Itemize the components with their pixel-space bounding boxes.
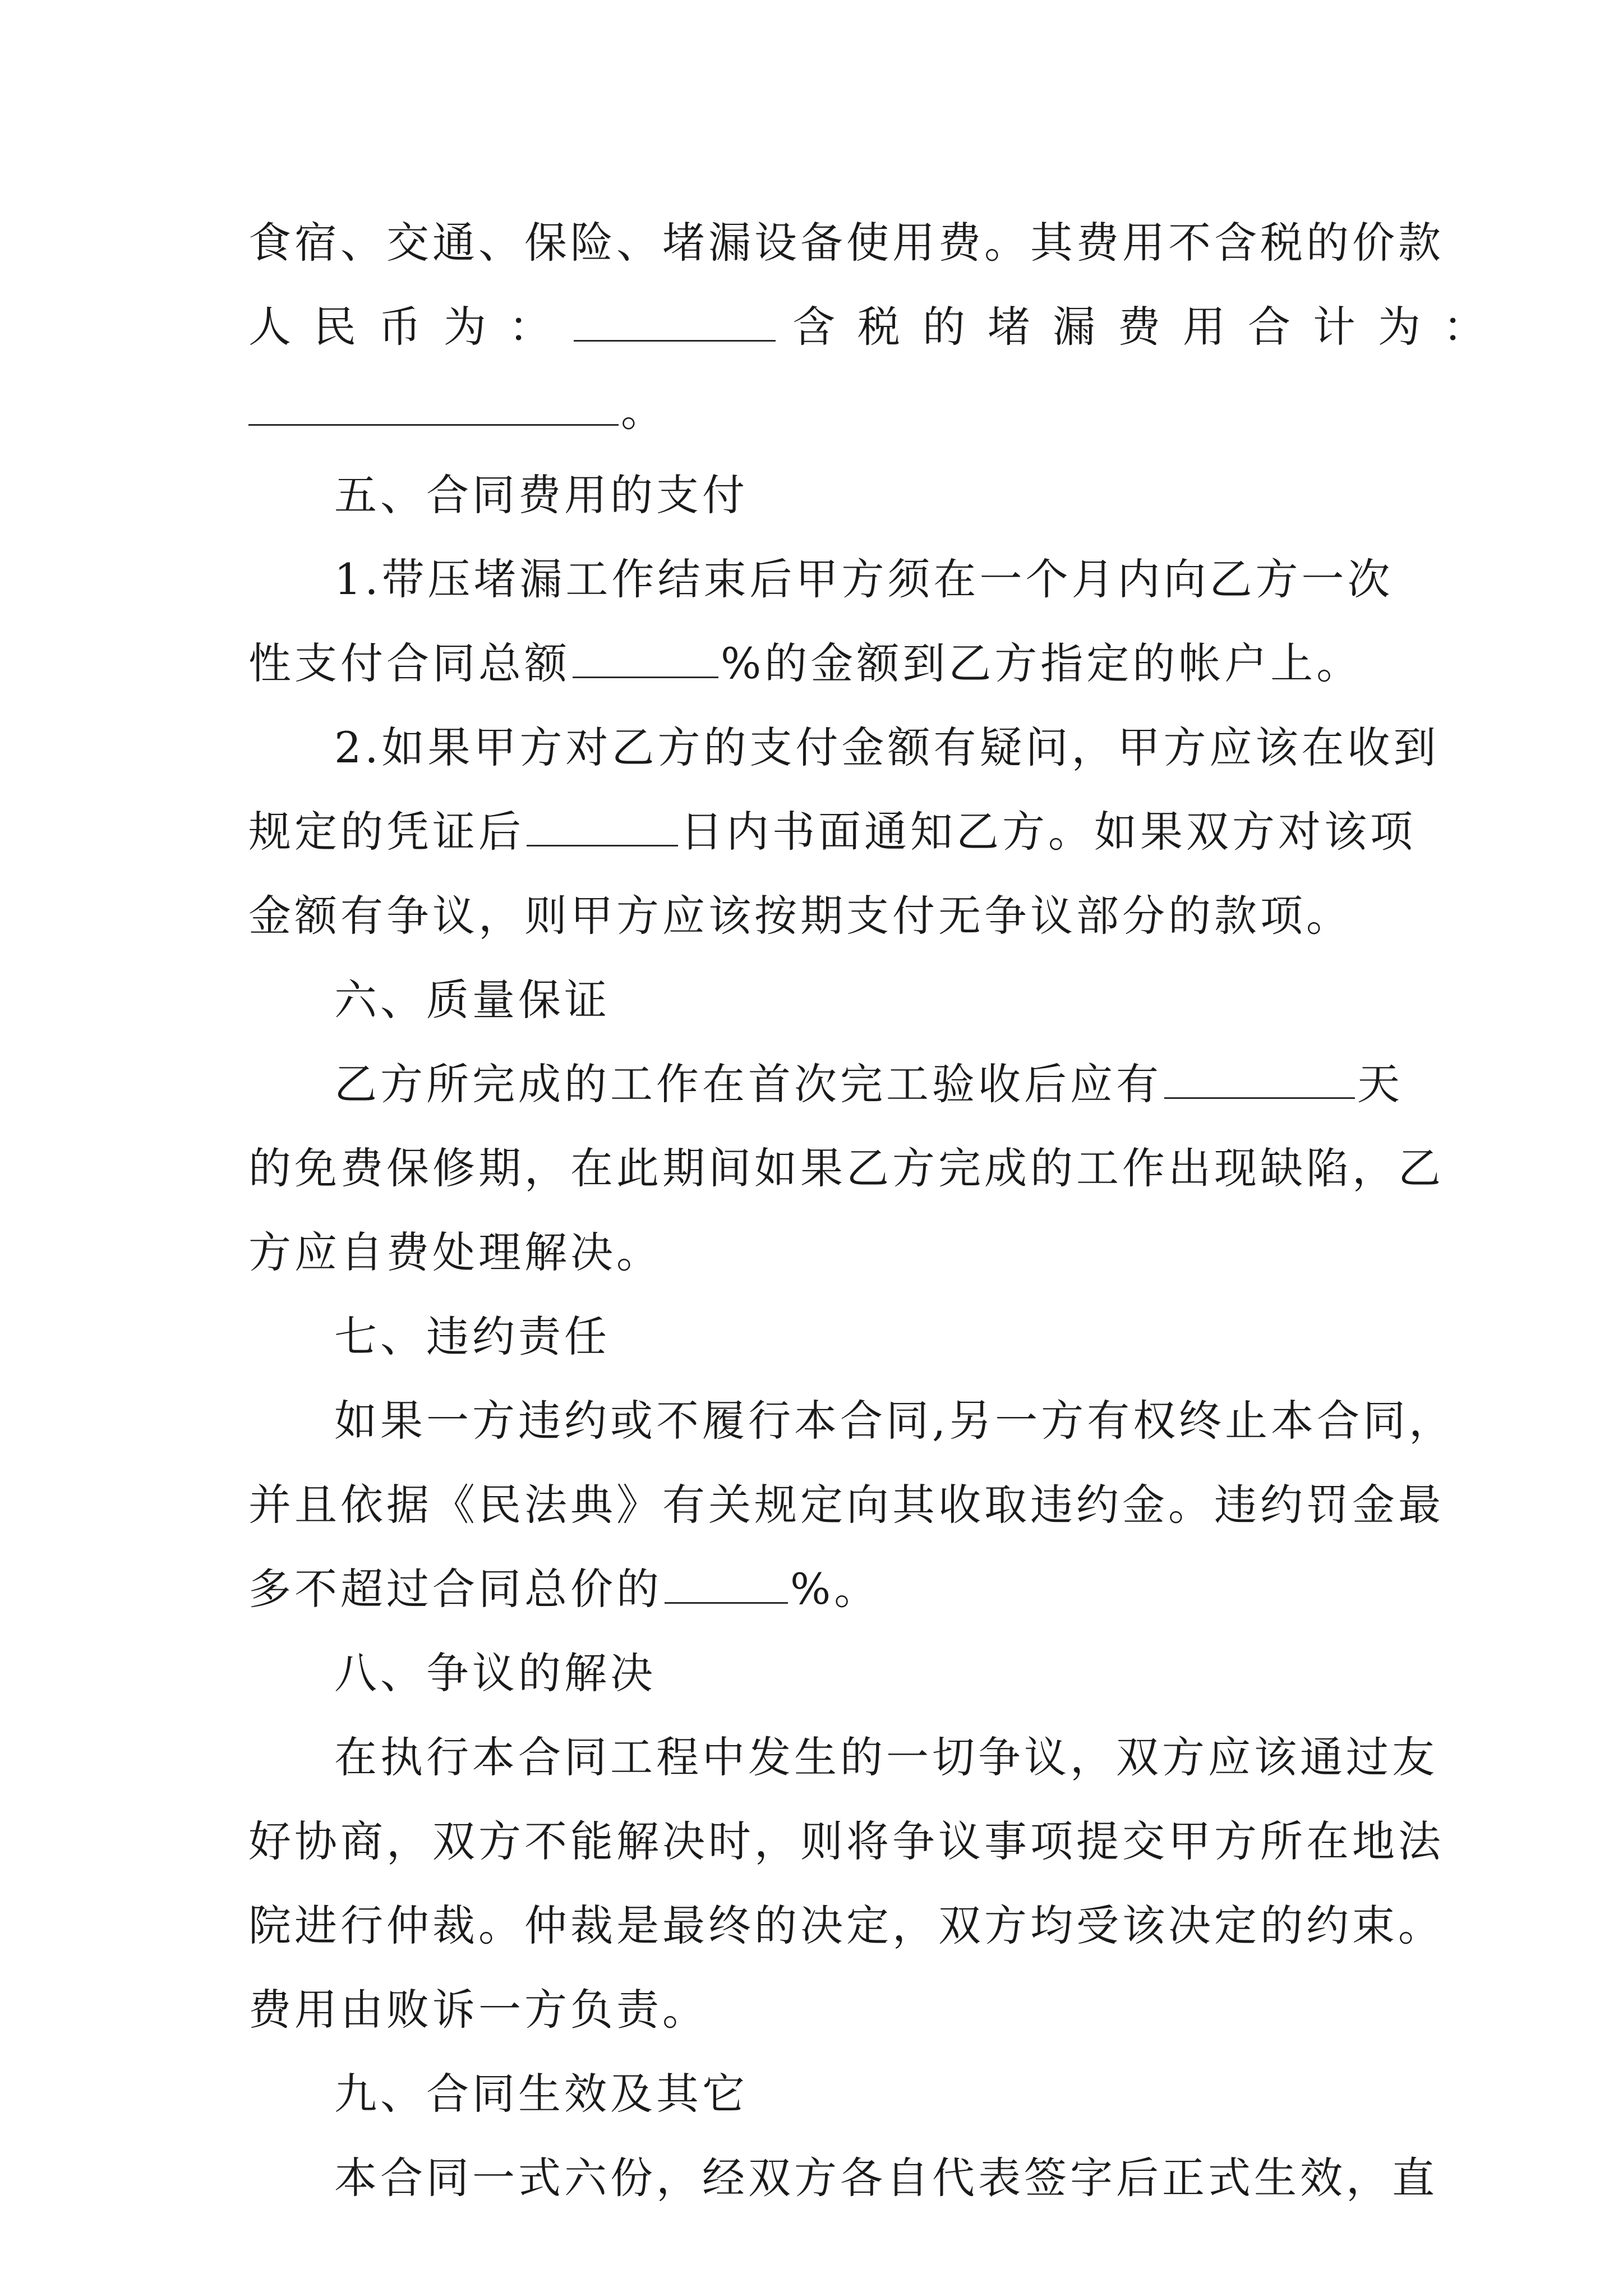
text-span: 天 bbox=[1357, 1059, 1403, 1109]
text-span: 方应自费处理解决。 bbox=[248, 1227, 662, 1277]
text-span: 1.带压堵漏工作结束后甲方须在一个月内向乙方一次 bbox=[334, 554, 1394, 604]
text-span: 日内书面通知乙方。如果双方对该项 bbox=[680, 807, 1416, 857]
text-line bbox=[248, 1547, 1376, 1631]
text-line bbox=[334, 1379, 1455, 1463]
section-heading bbox=[334, 958, 1376, 1042]
text-span: 2.如果甲方对乙方的支付金额有疑问，甲方应该在收到 bbox=[334, 723, 1440, 772]
text-span: 含税的堵漏费用合计为： bbox=[792, 302, 1508, 352]
text-span: 五、合同费用的支付 bbox=[334, 470, 748, 520]
text-span: 并且依据《民法典》有关规定向其收取违约金。违约罚金最 bbox=[248, 1480, 1444, 1530]
text-span: 在执行本合同工程中发生的一切争议，双方应该通过友 bbox=[334, 1732, 1438, 1782]
text-span: 性支付合同总额 bbox=[248, 638, 570, 688]
text-span: 本合同一式六份，经双方各自代表签字后正式生效，直 bbox=[334, 2153, 1438, 2203]
fill-blank-total-incl-tax bbox=[248, 392, 619, 426]
fill-blank-price-excl-tax bbox=[574, 307, 776, 342]
section-heading bbox=[334, 453, 1376, 537]
text-line bbox=[248, 874, 1376, 958]
fill-blank-days bbox=[527, 812, 678, 846]
text-line bbox=[248, 790, 1416, 874]
fill-blank-warranty-days bbox=[1164, 1065, 1355, 1099]
text-span: 九、合同生效及其它 bbox=[334, 2069, 748, 2119]
text-span: 八、争议的解决 bbox=[334, 1648, 656, 1698]
text-line bbox=[334, 706, 1440, 790]
section-heading bbox=[334, 1631, 1376, 1715]
text-span: 六、质量保证 bbox=[334, 975, 610, 1025]
text-span: 七、违约责任 bbox=[334, 1312, 610, 1361]
text-span: 好协商，双方不能解决时，则将争议事项提交甲方所在地法 bbox=[248, 1816, 1444, 1866]
text-line bbox=[248, 369, 1376, 453]
text-line bbox=[248, 1968, 1376, 2052]
text-line bbox=[334, 1042, 1403, 1126]
text-span: 的免费保修期，在此期间如果乙方完成的工作出现缺陷，乙 bbox=[248, 1143, 1444, 1193]
text-line bbox=[334, 2136, 1438, 2220]
section-heading bbox=[334, 2052, 1376, 2136]
text-span: 规定的凭证后 bbox=[248, 807, 524, 857]
text-span: %的金额到乙方指定的帐户上。 bbox=[721, 638, 1363, 688]
text-line bbox=[334, 1715, 1438, 1800]
text-line bbox=[248, 201, 1444, 285]
text-span: 多不超过合同总价的 bbox=[248, 1564, 662, 1614]
text-span: 费用由败诉一方负责。 bbox=[248, 1985, 708, 2035]
text-line bbox=[248, 285, 1508, 369]
fill-blank-penalty-percent bbox=[665, 1570, 788, 1604]
text-span: %。 bbox=[790, 1564, 880, 1614]
text-span: 如果一方违约或不履行本合同,另一方有权终止本合同， bbox=[334, 1396, 1455, 1446]
text-span: 院进行仲裁。仲裁是最终的决定，双方均受该决定的约束。 bbox=[248, 1901, 1444, 1950]
text-line bbox=[248, 1884, 1444, 1968]
text-span: 人民币为： bbox=[248, 302, 574, 352]
text-line bbox=[248, 1463, 1444, 1547]
text-span: 。 bbox=[621, 386, 667, 436]
text-line bbox=[248, 622, 1376, 706]
text-span: 金额有争议，则甲方应该按期支付无争议部分的款项。 bbox=[248, 891, 1352, 941]
text-line bbox=[248, 1211, 1376, 1295]
text-line bbox=[334, 537, 1394, 622]
fill-blank-percent bbox=[573, 644, 718, 678]
text-span: 乙方所完成的工作在首次完工验收后应有 bbox=[334, 1059, 1162, 1109]
text-line bbox=[248, 1800, 1444, 1884]
text-span: 食宿、交通、保险、堵漏设备使用费。其费用不含税的价款 bbox=[248, 218, 1444, 268]
text-line bbox=[248, 1126, 1444, 1211]
section-heading bbox=[334, 1295, 1376, 1379]
